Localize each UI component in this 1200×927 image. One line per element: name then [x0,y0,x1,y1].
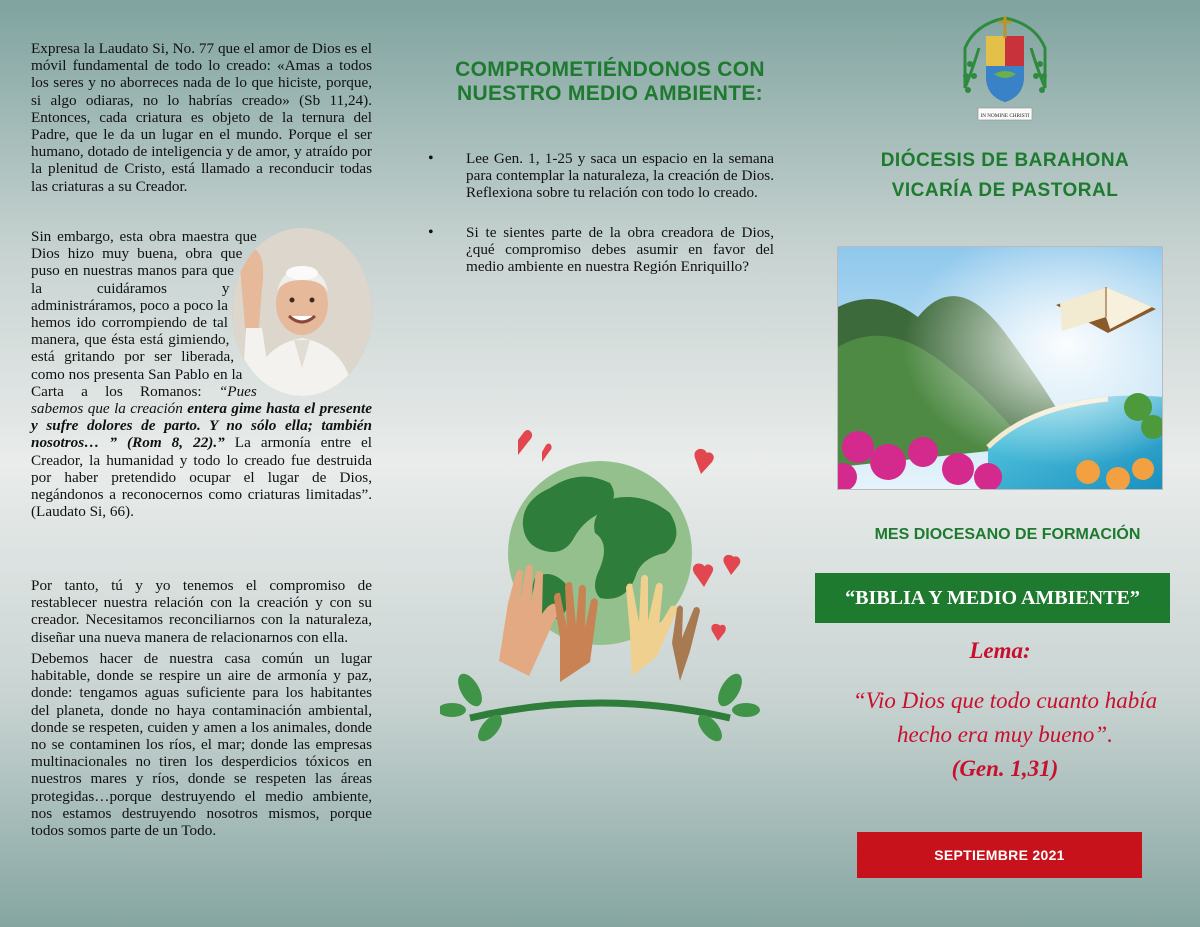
diocese-title: DIÓCESIS DE BARAHONA VICARÍA DE PASTORAL [880,150,1130,201]
commitment-list [422,150,774,297]
romans-quote-start: “Pues sabemos que la creación [31,382,257,418]
list-item: • Si te sientes parte de la obra creadora de Dios, ¿qué compromiso debes asumir en favor del medio ambiente en nuestra Región Enriquillo? [428,223,774,276]
romans-quote-bold: entera gime hasta el presente y sufre dolores de parto. Y no sólo ella; también nosotros… ” (Rom 8, 22).” [31,400,372,452]
crest-motto: IN NOMINE CHRISTI [980,113,1030,119]
section-title: COMPROMETIÉNDONOS CON NUESTRO MEDIO AMBIENTE: [455,58,765,105]
date-badge: SEPTIEMBRE 2021 [857,832,1142,878]
bullet-icon: • [428,150,434,167]
lema-quote: “Vio Dios que todo cuanto había hecho era muy bueno”. (Gen. 1,31) [852,688,1158,781]
globe-hands-illustration [440,428,760,753]
bishop-crest [960,14,1050,126]
paragraph-laudato-si: Expresa la Laudato Si, No. 77 que el amor de Dios es el móvil fundamental de todo lo creado: «Amas a todos los seres y no aborreces nada de lo que hiciste, porque, si algo odiaras, no lo habrías creado» (Sb 11,24). Entonces, cada criatura es objeto de la ternura del Padre, que le da un lugar en el mundo. Porque el ser humano, dotado de inteligencia y de amor, y atraído por la plenitud de Cristo, está llamado a reconducir todas las criaturas a su Creador. [31,40,372,195]
middle-panel [400,0,800,927]
pope-photo [232,228,372,396]
left-panel [0,0,400,927]
paragraph-casa-comun: Debemos hacer de nuestra casa común un lugar habitable, donde se respire un aire de armonía y paz, donde: tengamos aguas suficiente para los habitantes del planeta, donde no haya contaminación ambiental, donde se respeten, cuiden y amen a los animales, donde no se contaminen los ríos, el mar; donde las empresas multinacionales no tiren los desperdicios tóxicos en nuestros mares y ríos, donde se respeten las áreas protegidas…porque destruyendo el medio ambiente, nos estamos destruyendo nosotros mismos, porque todos somos parte de un Todo. [31,650,372,840]
right-panel [800,0,1200,927]
landscape-bible-photo [837,246,1163,490]
paragraph-obra-maestra [31,228,372,520]
bullet-icon: • [428,223,434,241]
theme-banner: “BIBLIA Y MEDIO AMBIENTE” [815,573,1170,623]
month-heading: MES DIOCESANO DE FORMACIÓN [874,526,1141,543]
lema-label: Lema: [969,638,1031,663]
paragraph-text-end: La armonía entre el Creador, la humanidad y todo lo creado fue destruida por haber pretendido ocupar el lugar de Dios, negándonos a reconocernos como criaturas limitadas”. (Laudato Si, 66). [31,434,372,521]
list-item: • Lee Gen. 1, 1-25 y saca un espacio en la semana para contemplar la naturaleza, la creación de Dios. Reflexiona sobre tu relación con todo lo creado. [428,150,774,202]
paragraph-text: Sin embargo, esta obra maestra que Dios hizo muy buena, obra que puso en nuestras manos para que la cuidáramos y administráramos, poco a poco la hemos ido corrompiendo de tal manera, que ésta está gimiendo, está gritando por ser liberada, como nos presenta San Pablo en la Carta a los Romanos: [31,228,257,400]
paragraph-compromiso: Por tanto, tú y yo tenemos el compromiso de restablecer nuestra relación con la creación y con su creador. Necesitamos reconciliarnos con la naturaleza, diseñar una nueva manera de relacionarnos con ella. [31,577,372,646]
